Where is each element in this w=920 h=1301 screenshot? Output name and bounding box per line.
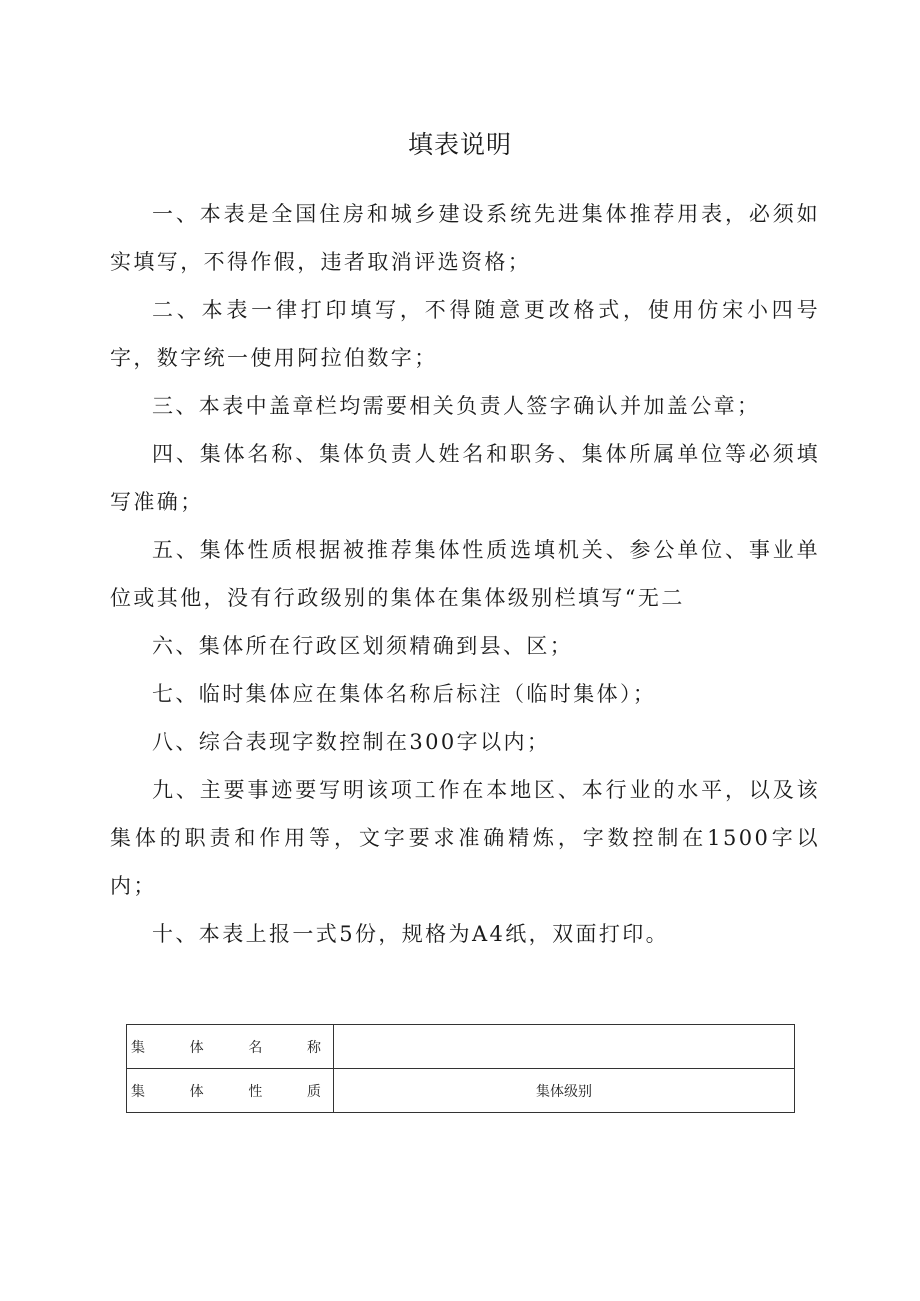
label-char: 质 — [306, 1083, 321, 1100]
collective-nature-label — [127, 1069, 334, 1113]
instruction-item: 三、本表中盖章栏均需要相关负责人签字确认并加盖公章； — [152, 394, 761, 418]
label-char: 称 — [306, 1039, 321, 1056]
collective-name-field[interactable] — [334, 1025, 795, 1069]
label-char: 集 — [131, 1039, 145, 1056]
instruction-item: 十、本表上报一式5份，规格为A4纸，双面打印。 — [152, 922, 670, 946]
collective-level-label: 集体级别 — [334, 1069, 795, 1113]
page-title: 填表说明 — [407, 130, 512, 159]
instruction-item: 七、临时集体应在集体名称后标注（临时集体）； — [152, 682, 657, 706]
collective-info-table — [126, 1024, 795, 1113]
label-char: 体 — [189, 1039, 204, 1056]
table-row — [127, 1069, 795, 1113]
table-row — [127, 1025, 795, 1069]
instructions-list — [110, 190, 820, 958]
label-char: 性 — [248, 1083, 263, 1100]
instruction-item: 一、本表是全国住房和城乡建设系统先进集体推荐用表，必须如实填写，不得作假，违者取消评选资格； — [110, 202, 820, 274]
instruction-item: 九、主要事迹要写明该项工作在本地区、本行业的水平，以及该集体的职责和作用等，文字要求准确精炼，字数控制在1500字以内； — [110, 778, 820, 898]
instruction-item: 五、集体性质根据被推荐集体性质选填机关、参公单位、事业单位或其他，没有行政级别的集体在集体级别栏填写“无二 — [110, 538, 820, 610]
label-char: 集 — [131, 1083, 145, 1100]
label-char: 名 — [248, 1039, 263, 1056]
collective-name-label — [127, 1025, 334, 1069]
instruction-item: 二、本表一律打印填写，不得随意更改格式，使用仿宋小四号字，数字统一使用阿拉伯数字； — [110, 298, 820, 370]
label-char: 体 — [189, 1083, 204, 1100]
instruction-item: 六、集体所在行政区划须精确到县、区； — [152, 634, 574, 658]
instruction-item: 四、集体名称、集体负责人姓名和职务、集体所属单位等必须填写准确； — [110, 442, 820, 514]
instruction-item: 八、综合表现字数控制在300字以内； — [152, 730, 551, 754]
